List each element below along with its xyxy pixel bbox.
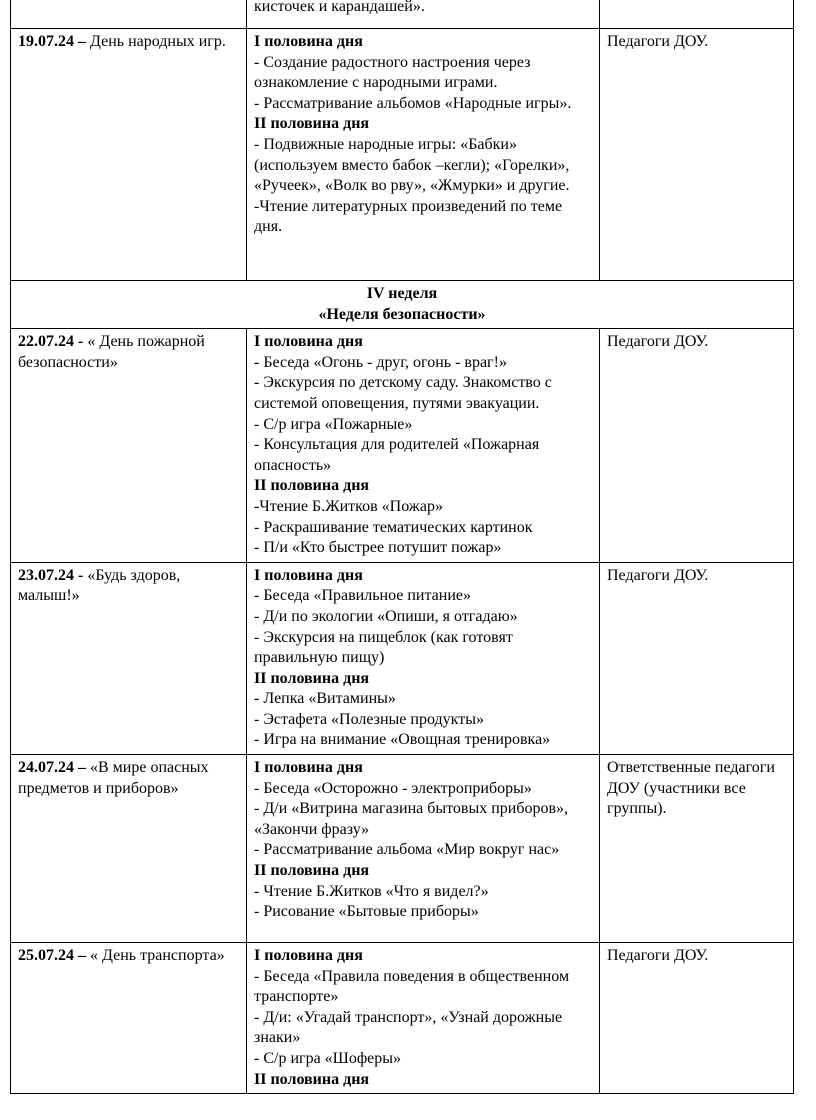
activity-line: - Рисование «Бытовые приборы» xyxy=(254,903,479,921)
activity-line: - Чтение Б.Житков «Что я видел?» xyxy=(254,882,489,900)
activity-line: - П/и «Кто быстрее потушит пожар» xyxy=(254,539,502,557)
first-half-label: I половина дня xyxy=(254,333,363,351)
activity-line: - Беседа «Правила поведения в общественном транспорте» xyxy=(254,967,570,1006)
day-cell xyxy=(11,329,247,563)
responsible-text: ДОУ (участники все группы). xyxy=(607,779,746,818)
table-row xyxy=(11,329,794,563)
activity-line: - Консультация для родителей «Пожарная опасность» xyxy=(254,436,540,474)
activity-line: кисточек и карандашей». xyxy=(254,0,425,15)
day-date: 25.07.24 – xyxy=(18,947,86,965)
second-half-label: II половина дня xyxy=(254,477,370,495)
week-number: IV неделя xyxy=(366,285,438,302)
week-header xyxy=(11,281,794,329)
activity-line: - Подвижные народные игры: «Бабки» (используем вместо бабок –кегли); «Горелки», «Ручеек», «Волк во рву», «Жмурки» и другие. xyxy=(254,135,570,195)
second-half-label: II половина дня xyxy=(254,669,370,687)
day-cell xyxy=(11,943,247,1094)
responsible-text: Педагоги ДОУ. xyxy=(607,566,709,584)
responsible-text: Ответственные педагоги xyxy=(607,759,775,777)
activity-line: - Экскурсия на пищеблок (как готовят правильную пищу) xyxy=(254,628,513,667)
activities-cell xyxy=(247,755,600,943)
activity-line: - Рассматривание альбомов «Народные игры». xyxy=(254,94,572,112)
summer-plan-table xyxy=(10,0,794,1094)
activity-line: - Д/и: «Угадай транспорт», «Узнай дорожные знаки» xyxy=(254,1008,563,1047)
day-date: 23.07.24 - xyxy=(18,566,84,584)
activity-line: - Игра на внимание «Овощная тренировка» xyxy=(254,731,551,749)
activity-line: - Эстафета «Полезные продукты» xyxy=(254,710,484,728)
day-date: 19.07.24 – xyxy=(18,33,86,50)
day-date: 22.07.24 - xyxy=(18,333,84,351)
first-half-label: I половина дня xyxy=(254,33,363,50)
day-title: День народных игр. xyxy=(86,33,226,50)
activity-line: - Беседа «Осторожно - электроприборы» xyxy=(254,779,532,797)
activity-line: - Рассматривание альбома «Мир вокруг нас» xyxy=(254,841,560,859)
first-half-label: I половина дня xyxy=(254,947,363,965)
activity-line: -Чтение Б.Житков «Пожар» xyxy=(254,497,443,515)
table-row xyxy=(11,755,794,943)
table-row xyxy=(11,0,794,29)
activity-line: - Экскурсия по детскому саду. Знакомство с системой оповещения, путями эвакуации. xyxy=(254,374,552,412)
day-date: 24.07.24 – xyxy=(18,759,86,777)
day-cell xyxy=(11,562,247,754)
first-half-label: I половина дня xyxy=(254,759,363,777)
responsible-text: Педагоги ДОУ. xyxy=(607,33,709,50)
day-title: «В мире опасных предметов и приборов» xyxy=(18,759,209,797)
activity-line: - С/р игра «Шоферы» xyxy=(254,1050,402,1068)
second-half-label: II половина дня xyxy=(254,1070,370,1088)
activity-line: - Беседа «Огонь - друг, огонь - враг!» xyxy=(254,353,507,371)
responsible-cell xyxy=(600,329,794,563)
day-title: « День пожарной безопасности» xyxy=(18,333,205,371)
week-title: «Неделя безопасности» xyxy=(318,305,486,323)
responsible-cell xyxy=(600,562,794,754)
activity-line: - Раскрашивание тематических картинок xyxy=(254,518,533,536)
activities-cell xyxy=(247,0,600,29)
responsible-cell xyxy=(600,943,794,1094)
day-cell xyxy=(11,29,247,281)
second-half-label: II половина дня xyxy=(254,862,370,880)
activities-cell xyxy=(247,329,600,563)
responsible-cell xyxy=(600,0,794,29)
day-title: «Будь здоров, малыш!» xyxy=(18,566,181,605)
activity-line: -Чтение литературных произведений по теме дня. xyxy=(254,197,563,236)
activities-cell xyxy=(247,943,600,1094)
day-cell xyxy=(11,755,247,943)
activity-line: - Д/и «Витрина магазина бытовых приборов», «Закончи фразу» xyxy=(254,800,569,838)
day-cell xyxy=(11,0,247,29)
activities-cell xyxy=(247,29,600,281)
responsible-cell xyxy=(600,29,794,281)
responsible-text: Педагоги ДОУ. xyxy=(607,333,709,351)
second-half-label: II половина дня xyxy=(254,115,370,133)
activities-cell xyxy=(247,562,600,754)
responsible-text: Педагоги ДОУ. xyxy=(607,947,709,965)
responsible-cell xyxy=(600,755,794,943)
activity-line: - С/р игра «Пожарные» xyxy=(254,415,413,433)
activity-line: - Лепка «Витамины» xyxy=(254,690,396,708)
activity-line: - Беседа «Правильное питание» xyxy=(254,587,471,605)
activity-line: - Д/и по экологии «Опиши, я отгадаю» xyxy=(254,607,518,625)
week-header-row xyxy=(11,281,794,329)
table-row xyxy=(11,943,794,1094)
table-row xyxy=(11,29,794,281)
table-row xyxy=(11,562,794,754)
first-half-label: I половина дня xyxy=(254,566,363,584)
activity-line: - Создание радостного настроения через ознакомление с народными играми. xyxy=(254,53,531,92)
day-title: « День транспорта» xyxy=(86,947,225,965)
